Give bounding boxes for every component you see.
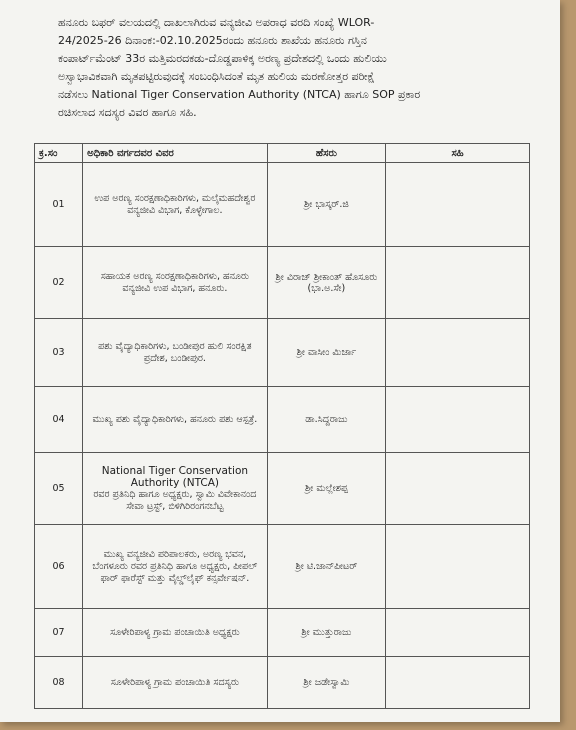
row-desc-text: ರವರ ಪ್ರತಿನಿಧಿ ಹಾಗೂ ಅಧ್ಯಕ್ಷರು, ಸ್ವಾಮಿ ವಿವೇಕಾನಂದ ಸೇವಾ ಟ್ರಸ್ಟ್, ಬಿಳಿಗಿರಿರಂಗನಬೆಟ್ಟ (93, 488, 257, 512)
row-desc: ಸಹಾಯಕ ಅರಣ್ಯ ಸಂರಕ್ಷಣಾಧಿಕಾರಿಗಳು, ಹನೂರು ವನ್ಯಜೀವಿ ಉಪ ವಿಭಾಗ, ಹನೂರು. (83, 247, 268, 319)
row-desc: ಮುಖ್ಯ ಪಶು ವೈದ್ಯಾಧಿಕಾರಿಗಳು, ಹನೂರು ಪಶು ಆಸ್ಪತ್ರೆ. (83, 387, 268, 453)
row-sl: 06 (35, 525, 83, 609)
intro-line-2: 24/2025-26 ದಿನಾಂಕ:-02.10.2025ರಂದು ಹನೂರು ಶಾಖೆಯ ಹನೂರು ಗಸ್ತಿನ (58, 34, 367, 47)
table-row (35, 163, 530, 247)
intro-line-1: ಹನೂರು ಬಫರ್ ವಲಯದಲ್ಲಿ ದಾಖಲಾಗಿರುವ ವನ್ಯಜೀವಿ ಅಪರಾಧ ವರದಿ ಸಂಖ್ಯೆ WLOR- (58, 16, 375, 29)
table-row (35, 657, 530, 709)
row-signature (386, 453, 530, 525)
table-row (35, 387, 530, 453)
header-sign: ಸಹಿ (386, 144, 530, 163)
row-name: ಶ್ರೀ ವಾಸೀಂ ಮಿರ್ಜಾ (267, 319, 386, 387)
row-sl: 05 (35, 453, 83, 525)
row-sl: 02 (35, 247, 83, 319)
row-desc: ಮುಖ್ಯ ವನ್ಯಜೀವಿ ಪರಿಪಾಲಕರು, ಅರಣ್ಯ ಭವನ, ಬೆಂಗಳೂರು ರವರ ಪ್ರತಿನಿಧಿ ಹಾಗೂ ಅಧ್ಯಕ್ಷರು, ಪೀಪಲ್ ಫಾರ್ ಫಾರೆಸ್ಟ್ ಮತ್ತು ವೈಲ್ಡ್‌ಲೈಫ್ ಕನ್ಸರ್ವೇಷನ್. (83, 525, 268, 609)
header-sl: ಕ್ರ.ಸಂ (35, 144, 83, 163)
header-desc: ಅಧಿಕಾರಿ ವರ್ಗದವರ ವಿವರ (83, 144, 268, 163)
row-sl: 07 (35, 609, 83, 657)
row-signature (386, 657, 530, 709)
row-sl: 01 (35, 163, 83, 247)
row-sl: 08 (35, 657, 83, 709)
intro-paragraph (58, 14, 528, 122)
intro-line-6: ರಚಿಸಲಾದ ಸದಸ್ಯರ ವಿವರ ಹಾಗೂ ಸಹಿ. (58, 106, 197, 119)
row-sl: 04 (35, 387, 83, 453)
intro-line-4: ಅಸ್ವಾಭಾವಿಕವಾಗಿ ಮೃತಪಟ್ಟಿರುವುದಕ್ಕೆ ಸಂಬಂಧಿಸಿದಂತೆ ಮೃತ ಹುಲಿಯ ಮರಣೋತ್ತರ ಪರೀಕ್ಷೆ (58, 70, 375, 83)
row-name: ಶ್ರೀ ಮುತ್ತುರಾಜು (267, 609, 386, 657)
ntca-name: National Tiger Conservation Authority (NTCA) (101, 464, 249, 489)
table-row (35, 247, 530, 319)
row-desc: ಸೂಳೇರಿಪಾಳ್ಯ ಗ್ರಾಮ ಪಂಚಾಯಿತಿ ಸದಸ್ಯರು (83, 657, 268, 709)
row-signature (386, 609, 530, 657)
table-row (35, 453, 530, 525)
row-name: ಶ್ರೀ ಭಾಸ್ಕರ್.ಜಿ (267, 163, 386, 247)
row-signature (386, 525, 530, 609)
table-header-row (35, 144, 530, 163)
row-desc: ಪಶು ವೈದ್ಯಾಧಿಕಾರಿಗಳು, ಬಂಡೀಪುರ ಹುಲಿ ಸಂರಕ್ಷಿತ ಪ್ರದೇಶ, ಬಂಡೀಪುರ. (83, 319, 268, 387)
row-signature (386, 319, 530, 387)
row-sl: 03 (35, 319, 83, 387)
row-desc: ಸೂಳೇರಿಪಾಳ್ಯ ಗ್ರಾಮ ಪಂಚಾಯಿತಿ ಅಧ್ಯಕ್ಷರು (83, 609, 268, 657)
intro-line-5: ನಡೆಸಲು National Tiger Conservation Authority (NTCA) ಹಾಗೂ SOP ಪ್ರಕಾರ (58, 88, 421, 101)
row-name: ಶ್ರೀ ವಿರಾಜ್ ಶ್ರೀಕಾಂತ್ ಹೊಸೂರು (ಭಾ.ಅ.ಸೇ) (267, 247, 386, 319)
row-signature (386, 387, 530, 453)
row-signature (386, 247, 530, 319)
table-row (35, 525, 530, 609)
row-signature (386, 163, 530, 247)
row-name: ಡಾ.ಸಿದ್ದರಾಜು (267, 387, 386, 453)
row-name: ಶ್ರೀ ಜಡೇಸ್ವಾಮಿ (267, 657, 386, 709)
members-table (34, 143, 530, 709)
intro-line-3: ಕಂಪಾರ್ಟ್‌ಮೆಂಟ್ 33ರ ಮತ್ತಿಮರದಕಡು-ದೊಡ್ಡಪಾಳಿಕ್ಕ ಅರಣ್ಯ ಪ್ರದೇಶದಲ್ಲಿ ಒಂದು ಹುಲಿಯು (58, 52, 387, 65)
row-name: ಶ್ರೀ ಮಲ್ಲೇಶಪ್ಪ (267, 453, 386, 525)
header-name: ಹೆಸರು (267, 144, 386, 163)
row-name: ಶ್ರೀ ಟಿ.ಜಾನ್‌ಪೀಟರ್ (267, 525, 386, 609)
row-desc: ಉಪ ಅರಣ್ಯ ಸಂರಕ್ಷಣಾಧಿಕಾರಿಗಳು, ಮಲೈಮಹದೇಶ್ವರ ವನ್ಯಜೀವಿ ವಿಭಾಗ, ಕೊಳ್ಳೇಗಾಲ. (83, 163, 268, 247)
table-row (35, 319, 530, 387)
row-desc (83, 453, 268, 525)
table-row (35, 609, 530, 657)
